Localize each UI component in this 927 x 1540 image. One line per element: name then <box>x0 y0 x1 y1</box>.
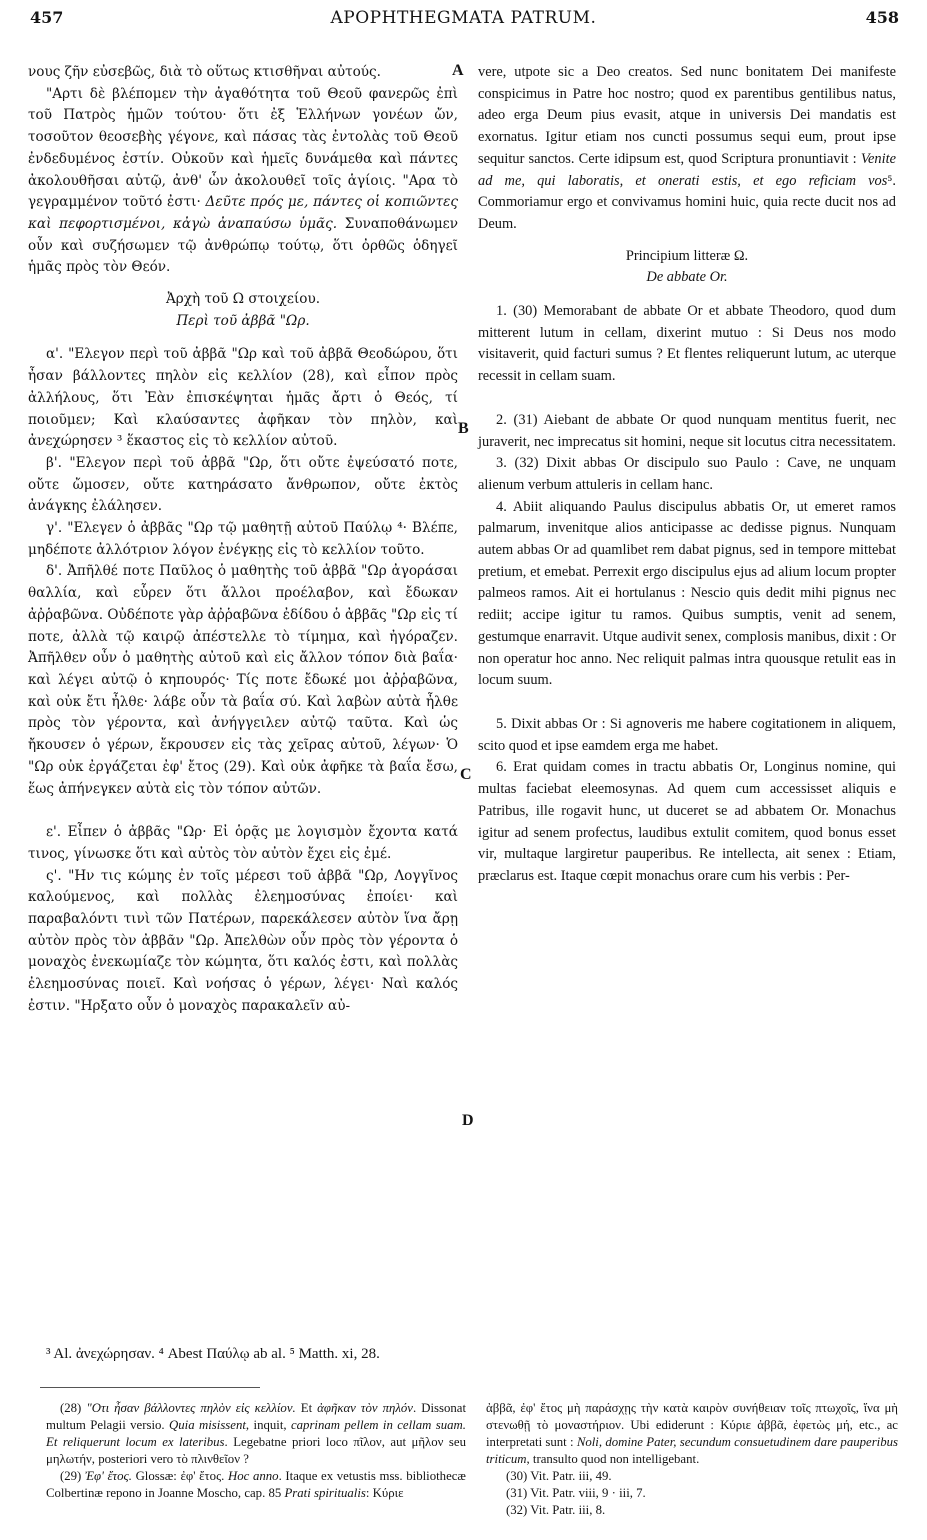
latin-saying-4: 4. Abiit aliquando Paulus discipulus abbatis Or, ut emeret ramos palmarum, invenitque alios anticipasse ac dedisse pignus. Nunquam autem abbas Or ad quamlibet rem dabat pignus, sed in tempore mittebat pretium, et emebat. Perrexit ergo discipulus ejus ad alium locum propter palmeos ramos. Ait ei hortulanus : Nescio quis dedit mihi pignus nec rediit; accipe igitur tu ramos. Quibus sumptis, venit ad senem, gestumque enarravit. Utque audivit senex, complosis manibus, dixit : Or non operatur hoc anno. Nec reliquit palmas intra quousque retulit eas in locum suum. <box>478 498 896 689</box>
latin-intro-text: vere, utpote sic a Deo creatos. Sed nunc bonitatem Dei manifeste conspicimus in Patre hoc nostro; quod ex parentibus gentilibus natus, adeo erga Deum pius evasit, atque in universis Dei mandatis est exornatus. Igitur etiam nos cuncti possumus sequi eum, prout ipse sequitur sanctos. Certe idipsum est, quod Scriptura pronuntiavit : <box>478 64 896 167</box>
footnote-28-text: . Dissonat multum Pelagii versio. <box>46 1401 466 1432</box>
latin-heading-abbot: De abbate Or. <box>646 269 728 286</box>
greek-heading-letter: Ἀρχὴ τοῦ Ω στοιχείου. <box>165 291 321 308</box>
latin-column <box>478 62 896 888</box>
footnote-29-text: Glossæ: ἐφ' ἔτος. <box>131 1469 228 1483</box>
footnote-28-number: (28) <box>60 1401 82 1415</box>
margin-letter-d: D <box>462 1112 474 1129</box>
footnote-29-quote: Ἐφ' ἔτος. <box>84 1469 132 1483</box>
textual-references: ³ Al. ἀνεχώρησαν. ⁴ Abest Παύλῳ ab al. ⁵ Matth. xi, 28. <box>46 1346 380 1362</box>
citation-30: (30) Vit. Patr. iii, 49. <box>506 1469 612 1483</box>
footnote-28-text-3: . Legebatne priori loco πῖλον, aut μῆλον seu μηλωτήν, posteriori vero τὸ πλινθεῖον ? <box>46 1435 466 1466</box>
footnote-29-text-3: : Κύριε <box>365 1486 404 1500</box>
page-number-right: 458 <box>865 8 899 27</box>
margin-letter-b: B <box>458 420 469 437</box>
greek-intro-line: νους ζῆν εὐσεβῶς, διὰ τὸ οὕτως κτισθῆναι αὐτούς. <box>28 64 381 80</box>
greek-saying-stigma: ς'. "Ην τις κώμης ἐν τοῖς μέρεσι τοῦ ἀββᾶ "Ωρ, Λογγῖνος καλούμενος, καὶ πολλὰς ἐλεημοσύνας ἐποίει· καὶ παραβαλόντι τινὶ τῶν Πατέρων, παρεκάλεσεν αὐτὸν ἵνα ἄρῃ αὐτὸν πρὸς τὸν ἀββᾶν "Ωρ. Ἀπελθὼν οὖν πρὸς τὸν γέροντα ὁ μοναχὸς ἐνεκωμίαζε τὸν κώμητα, ὅτι καλός ἐστι, καὶ πολλὰς ἐλεημοσύνας ποιεῖ. Καὶ νοήσας ὁ γέρων, λέγει· Ναὶ καλός ἐστιν. "Ηρξατο οὖν ὁ μοναχὸς παρακαλεῖν αὐ- <box>28 867 458 1014</box>
footnote-29-continued <box>486 1400 898 1468</box>
margin-letter-a: A <box>452 62 464 79</box>
latin-saying-3: 3. (32) Dixit abbas Or discipulo suo Paulo : Cave, ne unquam alienum verbum attuleris in cellam hanc. <box>478 455 896 493</box>
greek-saying-epsilon: ε'. Εἶπεν ὁ ἀββᾶς "Ωρ· Εἰ ὁρᾷς με λογισμὸν ἔχοντα κατά τινος, γίνωσκε ὅτι καὶ αὐτὸς τὸν αὐτὸν ἔχει εἰς ἐμέ. <box>28 824 458 862</box>
citation-31: (31) Vit. Patr. viii, 9 · iii, 7. <box>506 1486 646 1500</box>
footnote-28-italic: Quia misissent <box>169 1418 246 1432</box>
latin-heading-letter: Principium litteræ Ω. <box>625 247 749 264</box>
footnote-28-join: Et <box>295 1401 318 1415</box>
greek-saying-beta: β'. "Ελεγον περὶ τοῦ ἀββᾶ "Ωρ, ὅτι οὔτε ἐψεύσατό ποτε, οὔτε ὤμοσεν, οὔτε κατηράσατο ἄνθρωπον, οὔτε ἐκτὸς ἀνάγκης ἐλάλησεν. <box>28 454 458 515</box>
margin-letter-c: C <box>460 766 472 783</box>
latin-quote-ref: ⁵ <box>887 172 893 189</box>
latin-saying-6: 6. Erat quidam comes in tractu abbatis Or, Longinus nomine, qui multas faciebat eleemosynas. Ad quem cum accessisset aliquis e Patribus, ille rogavit hunc, ut duceret se ad abbatem Or. Monachus igitur ad senem profectus, laudibus extulit comitem, quod bonus esset vir, multaque largiretur pauperibus. Re intellecta, ait senex : Etiam, præclarus est. Itaque cœpit monachus orare cum his verbis : Per- <box>478 759 896 884</box>
footnote-continued-text: ἀββᾶ, ἐφ' ἔτος μὴ παράσχῃς τὴν κατὰ καιρὸν συνήθειαν τοῖς πτωχοῖς, ἵνα μὴ στενωθῇ τὸ μοναστήριον. Ubi ediderunt : Κύριε ἀββᾶ, ἐφετὼς μή, etc., ac interpretati sunt : <box>486 1401 898 1449</box>
footnotes-right <box>486 1400 898 1519</box>
greek-column <box>28 62 458 1018</box>
footnote-28-quote: "Οτι ἦσαν βάλλοντες πηλὸν εἰς κελλίον. <box>86 1401 296 1415</box>
footnotes-left <box>46 1400 466 1502</box>
footnote-29-italic: Hoc anno <box>228 1469 279 1483</box>
running-title: APOPHTHEGMATA PATRUM. <box>330 8 597 28</box>
latin-saying-1: 1. (30) Memorabant de abbate Or et abbate Theodoro, quod dum mitterent lutum in cellam, dixerint mutuo : Si Deus nos modo visitaverit, quid facturi sumus ? Et flentes reliquerunt lutum, ac uterque recessit in cellam suam. <box>478 303 896 385</box>
footnote-continued-italic: Noli, domine Pater, secundum consuetudinem dare pauperibus triticum <box>486 1435 899 1466</box>
latin-saying-2: 2. (31) Aiebant de abbate Or quod nunquam mentitus fuerit, nec juraverit, nec imprecatus sit homini, neque sit locutus citra necessitatem. <box>478 411 897 450</box>
greek-saying-alpha: α'. "Ελεγον περὶ τοῦ ἀββᾶ "Ωρ καὶ τοῦ ἀββᾶ Θεοδώρου, ὅτι ἦσαν βάλλοντες πηλὸν εἰς κελλίον (28), καὶ εἶπον πρὸς ἀλλήλους, ὅτι Ἐὰν ἐπισκέψηται ἡμᾶς ἄρτι ὁ Θεός, τί ποιοῦμεν; Καὶ κλαύσαντες ἀφῆκαν τὸν πηλὸν, καὶ ἀνεχώρησεν ³ ἕκαστος εἰς τὸ κελλίον αὐτοῦ. <box>28 346 458 450</box>
footnote-continued-close: , transulto quod non intelligebant. <box>526 1452 700 1466</box>
greek-scripture-quote: Δεῦτε πρός με, πάντες οἱ κοπιῶντες καὶ πεφορτισμένοι, κἀγὼ ἀναπαύσω ὑμᾶς. <box>28 194 458 232</box>
greek-saying-gamma: γ'. "Ελεγεν ὁ ἀββᾶς "Ωρ τῷ μαθητῇ αὐτοῦ Παύλῳ ⁴· Βλέπε, μηδέποτε ἀλλότριον λόγον ἐνέγκῃς εἰς τὸ κελλίον τοῦτο. <box>28 520 458 558</box>
footnote-28 <box>46 1400 466 1468</box>
greek-saying-delta: δ'. Ἀπῆλθέ ποτε Παῦλος ὁ μαθητὴς τοῦ ἀββᾶ "Ωρ ἀγοράσαι θαλλία, καὶ εὗρεν ὅτι ἄλλοι προέλαβον, καὶ ἔδωκαν ἀῤῥαβῶνα. Οὐδέποτε γὰρ ἀῤῥαβῶνα ἐδίδου ὁ ἀββᾶς "Ωρ εἰς τί ποτε, ἀλλὰ τῷ καιρῷ ἀπέστελλε τὸ τίμημα, καὶ ἠγόραζεν. Ἀπῆλθεν οὖν ὁ μαθητὴς αὐτοῦ καὶ εἰς ἄλλον τόπον διὰ βαΐα· καὶ λέγει αὐτῷ ὁ κηπουρός· Τίς ποτε ἔδωκέ μοι ἀῤῥαβῶνα, καὶ οὐκ ἔτι ἦλθε· λάβε οὖν τὰ βαΐα σύ. Καὶ λαβὼν αὐτὰ ἦλθε πρὸς τὸν γέροντα, καὶ ἀνήγγειλεν αὐτῷ ταῦτα. Καὶ ὡς ἤκουσεν ὁ γέρων, ἔκρουσεν εἰς τὰς χεῖρας αὐτοῦ, λέγων· Ὁ "Ωρ οὐκ ἐργάζεται ἐφ' ἔτος (29). Καὶ οὐκ ἀφῆκε τὰ βαΐα ἔσω, ἕως ἀπήνεγκεν αὐτὰ εἰς τὸν τόπον αὐτῶν. <box>28 563 458 797</box>
latin-scripture-quote: Venite ad me, qui laboratis, et onerati estis, et ego reficiam vos <box>478 150 896 189</box>
greek-intro-text: "Αρτι δὲ βλέπομεν τὴν ἀγαθότητα τοῦ Θεοῦ φανερῶς ἐπὶ τοῦ Πατρὸς ἡμῶν τούτου· ὅτι ἐξ Ἑλλήνων γονέων ὤν, τοσοῦτον θεοσεβὴς γέγονε, καὶ πάσας τὰς ἐντολὰς τοῦ Θεοῦ ἐνδεδυμένος ἐστίν. Οὐκοῦν καὶ ἡμεῖς δυνάμεθα καὶ πάντες ἀκολουθῆσαι αὐτῷ, ἀνθ' ὧν ἀκολουθεῖ τοῖς ἁγίοις. "Αρα τὸ γεγραμμένον τοῦτό ἐστι· <box>28 85 458 211</box>
footnote-28-quote-2: ἀφῆκαν τὸν πηλόν <box>317 1401 413 1415</box>
page-number-left: 457 <box>30 8 64 27</box>
footnote-29-italic-2: Prati spiritualis <box>284 1486 366 1500</box>
greek-heading-abbot: Περὶ τοῦ ἀββᾶ "Ωρ. <box>176 312 310 329</box>
footnote-29-number: (29) <box>60 1469 85 1483</box>
citation-32: (32) Vit. Patr. iii, 8. <box>506 1503 606 1517</box>
latin-intro-close: . Commoriamur ergo et convivamus homini huic, quia recte ducit nos ad Deum. <box>478 172 896 232</box>
greek-intro-paragraph <box>28 84 458 279</box>
greek-intro-close: Συναποθάνωμεν οὖν καὶ συζήσωμεν τῷ ἀνθρώπῳ τούτῳ, ὅτι ὀρθῶς ὁδηγεῖ ἡμᾶς πρὸς τὸν Θεόν. <box>28 215 458 276</box>
footnote-28-text-2: , inquit, <box>245 1418 291 1432</box>
footnote-29 <box>46 1468 466 1502</box>
footnote-divider <box>40 1387 260 1388</box>
footnote-29-text-2: . Itaque ex vetustis mss. bibliothecæ Colbertinæ repono in Joanne Moscho, cap. 85 <box>46 1469 466 1500</box>
latin-saying-5: 5. Dixit abbas Or : Si agnoveris me habere cogitationem in aliquem, scito quod et ipse eamdem erga me habet. <box>478 715 896 754</box>
latin-intro-paragraph <box>478 62 896 236</box>
footnote-28-italic-2: caprinam pellem in cellam suam. Et reliquerunt locum ex lateribus <box>46 1418 466 1449</box>
page-header <box>0 8 927 40</box>
